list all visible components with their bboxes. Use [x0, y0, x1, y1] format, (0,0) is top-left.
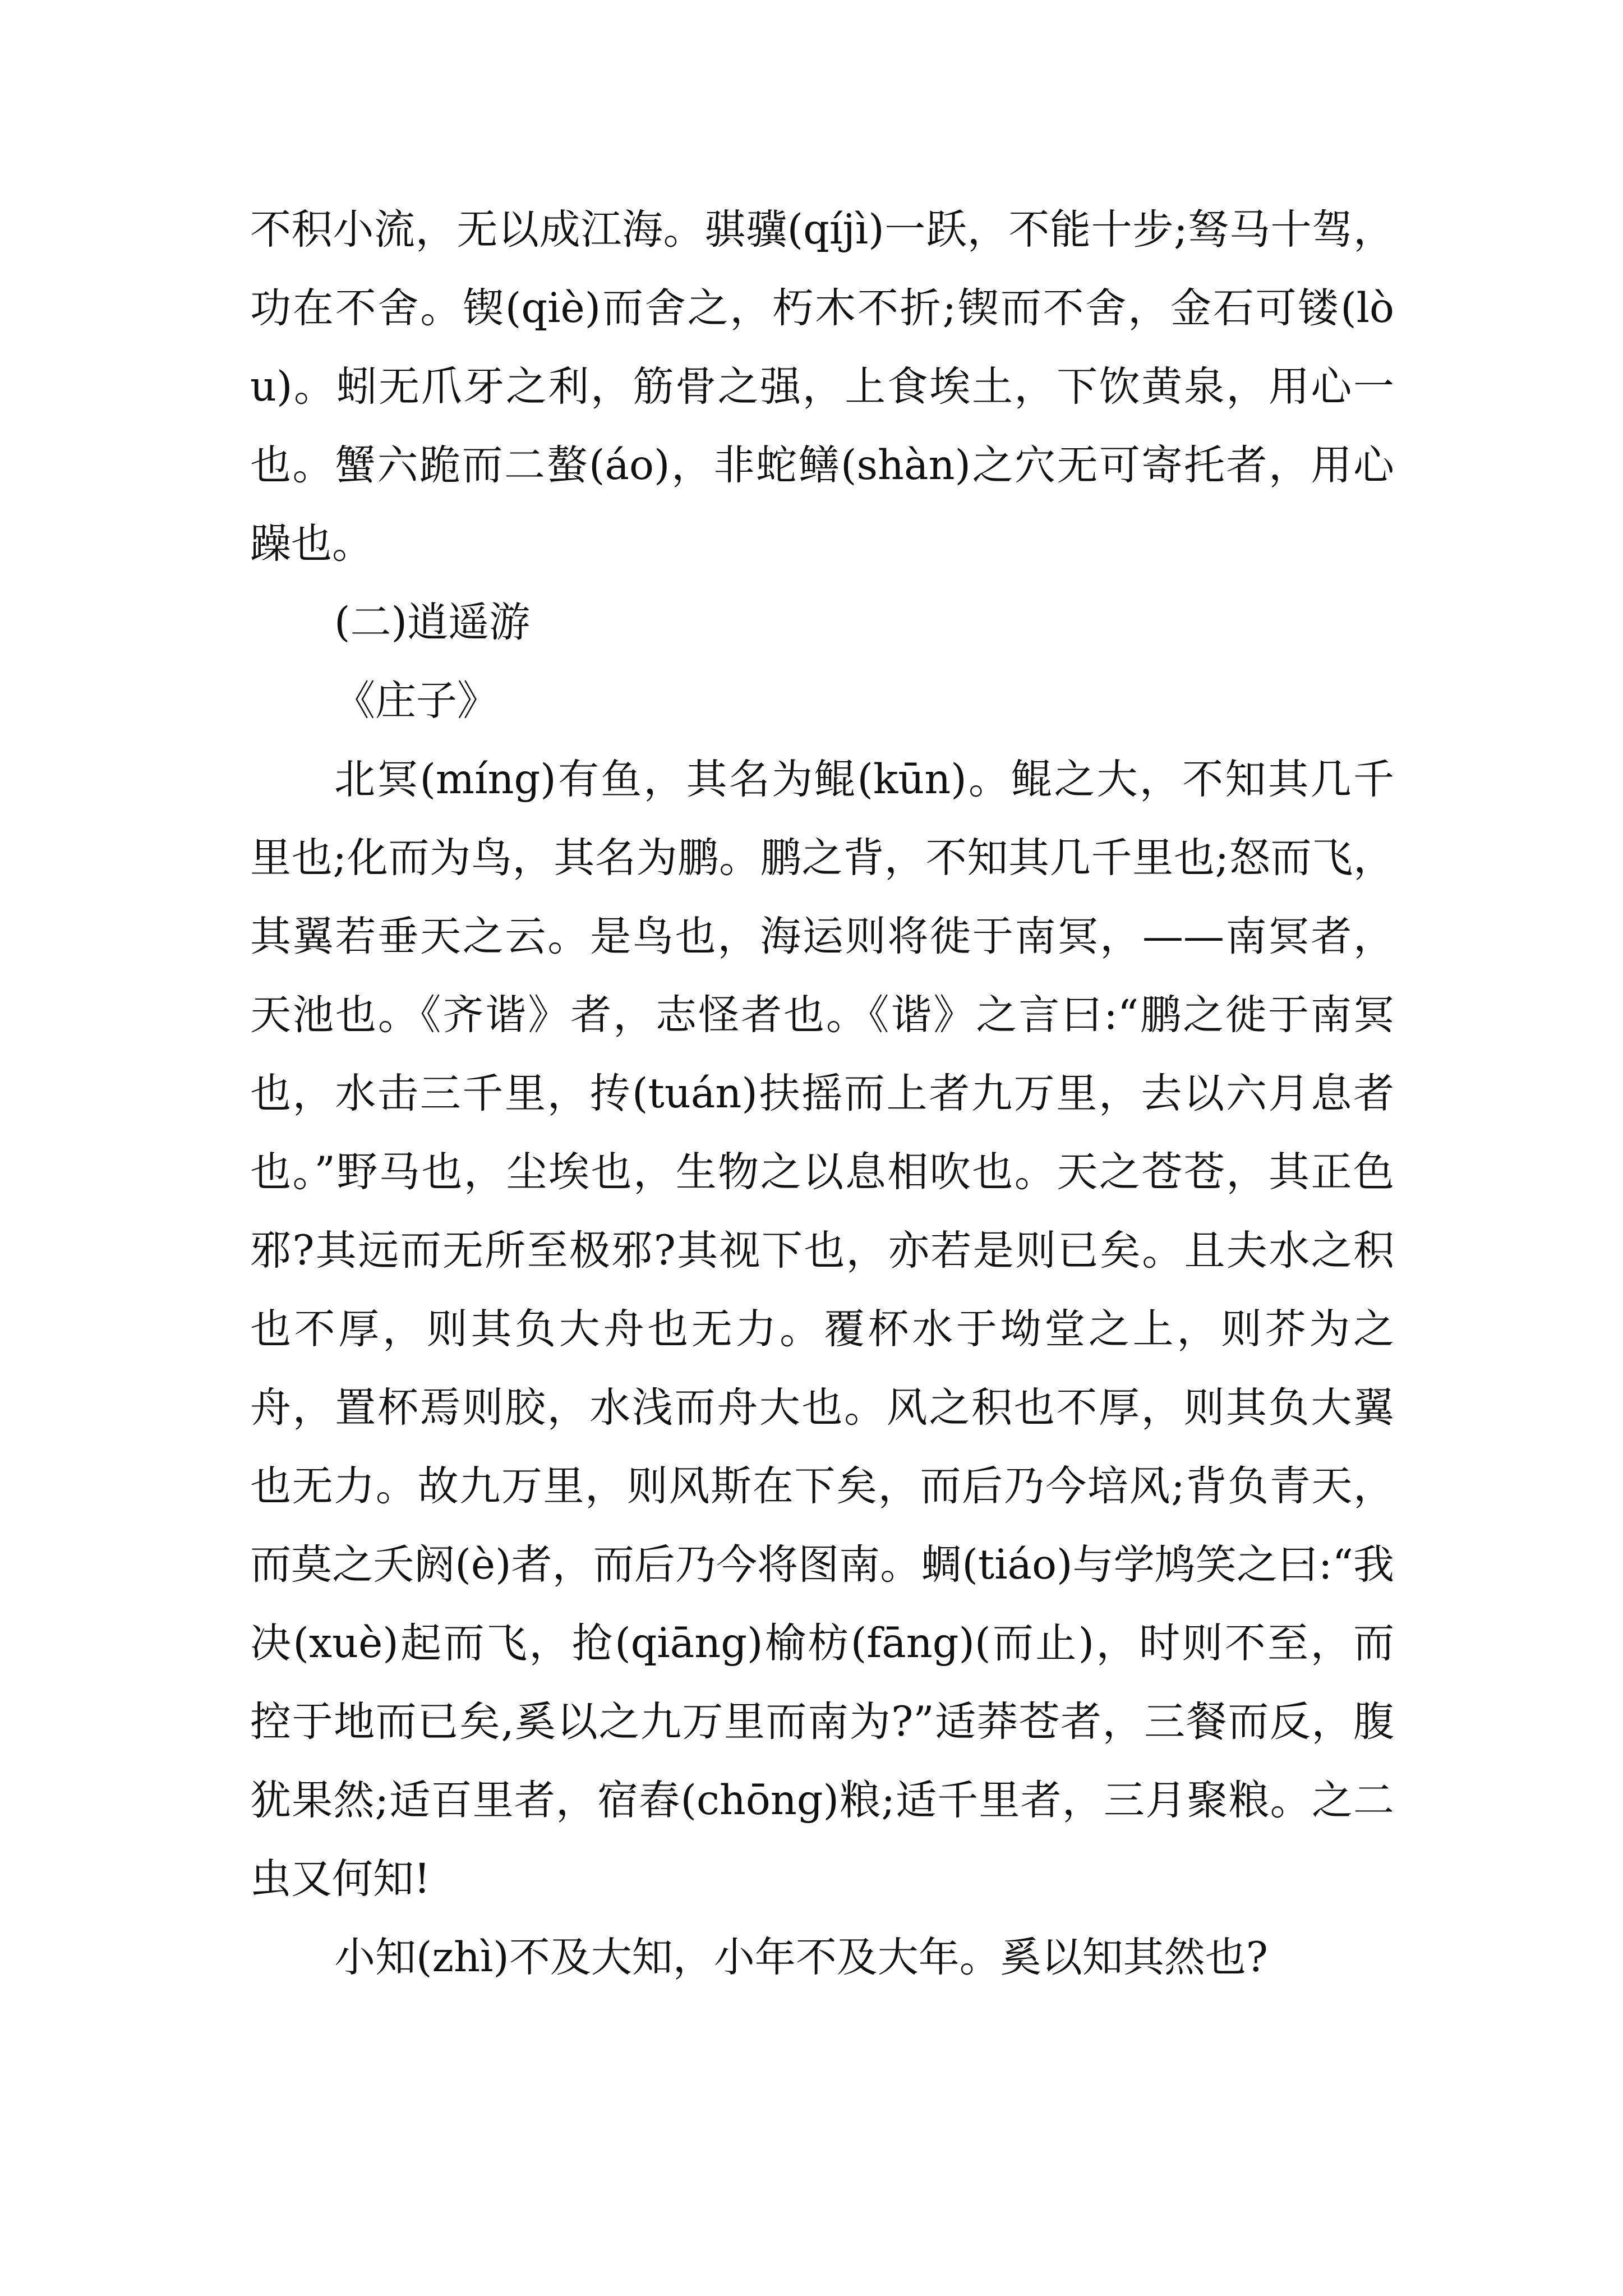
paragraph-quanxue: 不积小流，无以成江海。骐骥(qíjì)一跃，不能十步;驽马十驾，功在不舍。锲(qiè)而舍之，朽木不折;锲而不舍，金石可镂(lòu)。蚓无爪牙之利，筋骨之强，上食埃土，下饮黄泉，用心一也。蟹六跪而二螯(áo)，非蛇鳝(shàn)之穴无可寄托者，用心躁也。	[250, 206, 1394, 568]
paragraph-xiaozhi: 小知(zhì)不及大知，小年不及大年。奚以知其然也?	[334, 1934, 1268, 1981]
section-title: (二)逍遥游	[334, 599, 530, 646]
document-page	[250, 191, 1394, 1997]
paragraph-beiming: 北冥(míng)有鱼，其名为鲲(kūn)。鲲之大，不知其几千里也;化而为鸟，其名为鹏。鹏之背，不知其几千里也;怒而飞，其翼若垂天之云。是鸟也，海运则将徙于南冥，——南冥者，天池也。《齐谐》者，志怪者也。《谐》之言曰:“鹏之徙于南冥也，水击三千里，抟(tuán)扶摇而上者九万里，去以六月息者也。”野马也，尘埃也，生物之以息相吹也。天之苍苍，其正色邪?其远而无所至极邪?其视下也，亦若是则已矣。且夫水之积也不厚，则其负大舟也无力。覆杯水于坳堂之上，则芥为之舟，置杯焉则胶，水浅而舟大也。风之积也不厚，则其负大翼也无力。故九万里，则风斯在下矣，而后乃今培风;背负青天，而莫之夭阏(è)者，而后乃今将图南。蜩(tiáo)与学鸠笑之曰:“我决(xuè)起而飞，抢(qiāng)榆枋(fāng)(而止)，时则不至，而控于地而已矣,奚以之九万里而南为?”适莽苍者，三餐而反，腹犹果然;适百里者，宿舂(chōng)粮;适千里者，三月聚粮。之二虫又何知!	[250, 756, 1394, 1903]
source-title: 《庄子》	[334, 677, 498, 725]
